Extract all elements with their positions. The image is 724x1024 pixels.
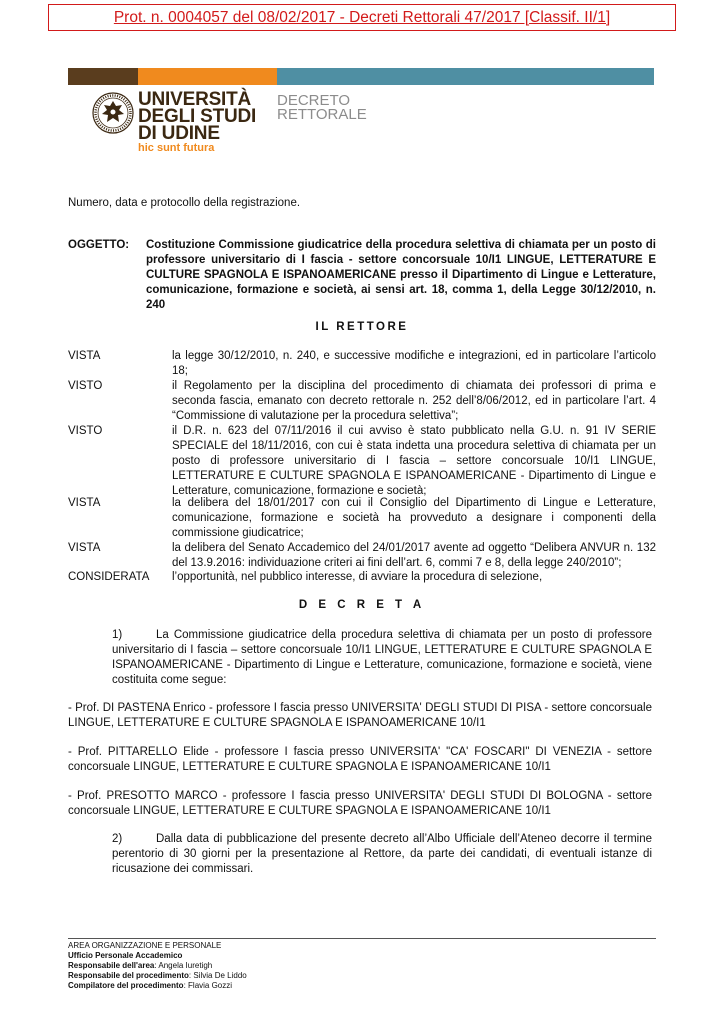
document-type-line1: DECRETO [277, 92, 351, 109]
footer-resp-proc-value: : Silvia De Liddo [188, 971, 247, 980]
university-seal-icon [92, 92, 134, 134]
protocol-stamp [48, 4, 676, 31]
footer-compiler-value: : Flavia Gozzi [183, 981, 233, 990]
letterhead-bar-brown [68, 68, 138, 85]
footer-resp-area-value: : Angela Iuretigh [154, 961, 213, 970]
rettore-heading: IL RETTORE [315, 321, 409, 333]
recital-text: l’opportunità, nel pubblico interesse, di avviare la procedura di selezione, [172, 571, 543, 583]
article-number: 1) [112, 629, 123, 641]
article-number: 2) [112, 833, 123, 845]
recital-label: VISTA [68, 497, 101, 509]
article-text: La Commissione giudicatrice della procedura selettiva di chiamata per un posto di professore universitario di I fascia – settore concorsuale 10/I1 LINGUE, LETTERATURE E CULTURE SPAGNOLA E ISPANOAMERICANE - Dipartimento di Lingue e Letterature, comunicazione, formazione e società, viene costituita come segue: [112, 629, 652, 686]
footer-office: Ufficio Personale Accademico [68, 951, 183, 960]
university-name-line1: UNIVERSITÀ [138, 89, 252, 110]
recital-text: la legge 30/12/2010, n. 240, e successive modifiche e integrazioni, ed in particolare l’articolo 18; [172, 350, 656, 377]
article-2 [112, 832, 652, 877]
commission-member: - Prof. PRESOTTO MARCO - professore I fascia presso UNIVERSITA' DEGLI STUDI DI BOLOGNA - settore concorsuale LINGUE, LETTERATURE E CULTURE SPAGNOLA E ISPANOAMERICANE 10/I1 [68, 790, 652, 817]
article-text: Dalla data di pubblicazione del presente decreto all’Albo Ufficiale dell’Ateneo decorre il termine perentorio di 30 giorni per la presentazione al Rettore, da parte dei candidati, di eventuali istanze di ricusazione dei commissari. [112, 833, 652, 875]
recital-text: il D.R. n. 623 del 07/11/2016 il cui avviso è stato pubblicato nella G.U. n. 91 IV SERIE SPECIALE del 18/11/2016, con cui è stata indetta una procedura selettiva di chiamata per un posto di professore universitario di I fascia – settore concorsuale 10/I1 LINGUE, LETTERATURE E CULTURE SPAGNOLA E ISPANOAMERICANE - Dipartimento di Lingue e Letterature, comunicazione, formazione e società; [172, 425, 656, 497]
recital-label: VISTO [68, 425, 103, 437]
recital-text: la delibera del 18/01/2017 con cui il Consiglio del Dipartimento di Lingue e Letterature, comunicazione, formazione e società ha provveduto a designare i componenti della commissione giudicatrice; [172, 497, 656, 539]
letterhead-bar-blue [277, 68, 654, 85]
recital-text: la delibera del Senato Accademico del 24/01/2017 avente ad oggetto “Delibera ANVUR n. 132 del 13.9.2016: individuazione criteri ai fini dell’art. 6, commi 7 e 8, della legge 240/2010”; [172, 542, 656, 569]
article-1 [112, 628, 652, 688]
letterhead-bar-orange [138, 68, 277, 85]
recital-label: VISTO [68, 380, 103, 392]
footer-divider [68, 938, 656, 939]
footer-resp-area-label: Responsabile dell'area [68, 961, 155, 970]
commission-member: - Prof. DI PASTENA Enrico - professore I fascia presso UNIVERSITA' DEGLI STUDI DI PISA - settore concorsuale LINGUE, LETTERATURE E CULTURE SPAGNOLA E ISPANOAMERICANE 10/I1 [68, 702, 652, 729]
footer-compiler-label: Compilatore del procedimento [68, 981, 184, 990]
recital-label: CONSIDERATA [68, 571, 150, 583]
footer-compiler [68, 980, 232, 991]
university-name-line2: DEGLI STUDI [138, 106, 257, 127]
university-name-line3: DI UDINE [138, 123, 220, 144]
document-type-line2: RETTORALE [277, 106, 367, 123]
recital-label: VISTA [68, 542, 101, 554]
recital-text: il Regolamento per la disciplina del procedimento di chiamata dei professori di prima e seconda fascia, emanato con decreto rettorale n. 252 dell’8/06/2012, ed in particolare l’art. 4 “Commissione di valutazione per la procedura selettiva”; [172, 380, 656, 422]
footer-resp-proc-label: Responsabile del procedimento [68, 971, 189, 980]
protocol-text: Prot. n. 0004057 del 08/02/2017 - Decreti Rettorali 47/2017 [Classif. II/1] [113, 9, 611, 26]
university-motto: hic sunt futura [138, 142, 215, 154]
decreta-heading: D E C R E T A [298, 599, 426, 611]
recital-label: VISTA [68, 350, 101, 362]
subject-text: Costituzione Commissione giudicatrice della procedura selettiva di chiamata per un posto di professore universitario di I fascia - settore concorsuale 10/I1 LINGUE, LETTERATURE E CULTURE SPAGNOLA E ISPANOAMERICANE presso il Dipartimento di Lingue e Letterature, comunicazione, formazione e società, ai sensi art. 18, comma 1, della Legge 30/12/2010, n. 240 [146, 239, 656, 311]
subject-label: OGGETTO: [68, 239, 130, 251]
footer-area: AREA ORGANIZZAZIONE E PERSONALE [68, 941, 222, 950]
commission-member: - Prof. PITTARELLO Elide - professore I fascia presso UNIVERSITA' "CA' FOSCARI" DI VENEZIA - settore concorsuale LINGUE, LETTERATURE E CULTURE SPAGNOLA E ISPANOAMERICANE 10/I1 [68, 746, 652, 773]
registration-line: Numero, data e protocollo della registrazione. [68, 197, 301, 209]
